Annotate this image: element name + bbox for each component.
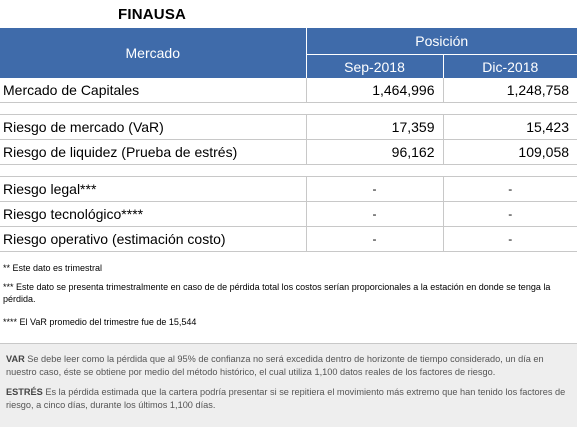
- row-label: Riesgo operativo (estimación costo): [0, 227, 306, 252]
- header-mercado: Mercado: [0, 28, 306, 78]
- header-posicion: Posición: [306, 28, 577, 55]
- row-value-sep: 96,162: [306, 140, 443, 165]
- footnote-var-promedio: **** El VaR promedio del trimestre fue de 15,544: [3, 317, 197, 327]
- row-label: Riesgo de liquidez (Prueba de estrés): [0, 140, 306, 165]
- row-value-sep: 17,359: [306, 115, 443, 140]
- table-row: [0, 140, 577, 165]
- row-label: Mercado de Capitales: [0, 78, 306, 103]
- row-value-sep: -: [306, 227, 443, 252]
- row-value-sep: -: [306, 202, 443, 227]
- table-row: [0, 115, 577, 140]
- definition-var: [0, 353, 577, 379]
- report-title: FINAUSA: [118, 6, 187, 23]
- row-value-dic: 15,423: [443, 115, 577, 140]
- definition-var-text: Se debe leer como la pérdida que al 95% de confianza no será excedida dentro de horizonte de tiempo considerado, un día en nuestro caso, éste se obtiene por medio del método histórico, el cual utiliza 1,100 datos reales de los factores de riesgo.: [6, 354, 544, 377]
- table-row: [0, 202, 577, 227]
- footnote-perdida: *** Este dato se presenta trimestralmente en caso de de pérdida total los costos serían proporcionales a la estación en donde se tenga la pérdida.: [3, 282, 551, 304]
- row-value-dic: 1,248,758: [443, 78, 577, 103]
- table-row: [0, 227, 577, 252]
- row-value-sep: -: [306, 177, 443, 202]
- definition-stress: [0, 386, 577, 412]
- footnote-trimestral: ** Este dato es trimestral: [3, 263, 103, 273]
- table-row: [0, 177, 577, 202]
- risk-table: [0, 28, 577, 252]
- definition-var-term: VAR: [6, 354, 25, 364]
- row-value-sep: 1,464,996: [306, 78, 443, 103]
- table-row: [0, 78, 577, 103]
- row-value-dic: -: [443, 202, 577, 227]
- row-label: Riesgo de mercado (VaR): [0, 115, 306, 140]
- header-date-dic: Dic-2018: [443, 55, 577, 79]
- row-label: Riesgo legal***: [0, 177, 306, 202]
- definitions-box: [0, 343, 577, 427]
- row-value-dic: -: [443, 177, 577, 202]
- definition-stress-term: ESTRÉS: [6, 387, 43, 397]
- definition-stress-text: Es la pérdida estimada que la cartera podría presentar si se repitiera el movimiento más extremo que han tenido los factores de riesgo, a cinco días, durante los últimos 1,100 días.: [6, 387, 566, 410]
- row-label: Riesgo tecnológico****: [0, 202, 306, 227]
- row-value-dic: -: [443, 227, 577, 252]
- header-date-sep: Sep-2018: [306, 55, 443, 79]
- row-value-dic: 109,058: [443, 140, 577, 165]
